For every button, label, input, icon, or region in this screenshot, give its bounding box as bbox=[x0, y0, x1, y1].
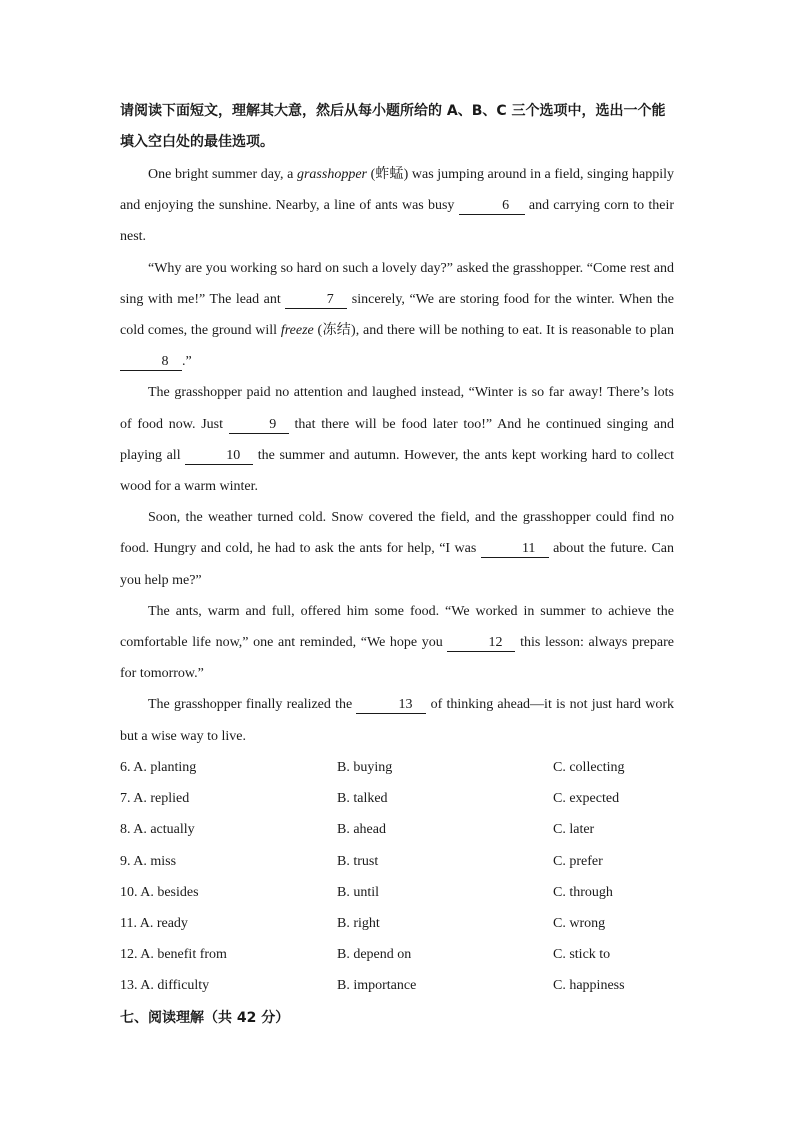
paragraph-5: The ants, warm and full, offered him some food. “We worked in summer to achieve the comfortable life now,” one ant reminded, “We hope you 12 this lesson: always prepare for tomorrow.” bbox=[120, 603, 674, 682]
option-a: 13. A. difficulty bbox=[120, 978, 210, 994]
option-c: C. wrong bbox=[553, 915, 606, 931]
option-b: B. buying bbox=[337, 760, 393, 775]
blank-6: 6 bbox=[459, 198, 525, 215]
blank-12: 12 bbox=[447, 635, 515, 652]
paragraph-6: The grasshopper finally realized the 13 of thinking ahead—it is not just hard work but a wise way to live. bbox=[120, 697, 675, 744]
paragraph-2: “Why are you working so hard on such a lovely day?” asked the grasshopper. “Come rest and sing with me!” The lead ant 7 sincerely, “We are storing food for the winter. When the cold comes, the ground will freeze (冻结), and there will be nothing to eat. It is reasonable to plan 8 .” bbox=[120, 260, 674, 370]
option-a: 10. A. besides bbox=[120, 884, 199, 900]
paragraph-4: Soon, the weather turned cold. Snow covered the field, and the grasshopper could find no food. Hungry and cold, he had to ask the ants for help, “I was 11 about the future. Can you help me?” bbox=[120, 510, 675, 588]
option-a: 7. A. replied bbox=[120, 791, 190, 807]
option-row-7 bbox=[120, 783, 680, 814]
option-b: B. importance bbox=[337, 978, 417, 994]
instruction-line-2: 填入空白处的最佳选项。 bbox=[120, 134, 274, 150]
passage bbox=[120, 159, 674, 752]
option-c: C. stick to bbox=[553, 947, 611, 963]
word-grasshopper: grasshopper bbox=[296, 167, 367, 182]
option-c: C. through bbox=[553, 884, 613, 900]
option-c: C. prefer bbox=[553, 853, 603, 869]
option-row-10 bbox=[120, 877, 680, 908]
option-b: B. until bbox=[337, 884, 380, 900]
option-b: B. depend on bbox=[337, 947, 412, 963]
option-c: C. happiness bbox=[553, 978, 625, 994]
blank-9: 9 bbox=[229, 417, 289, 434]
option-a: 6. A. planting bbox=[120, 760, 197, 775]
option-a: 9. A. miss bbox=[120, 853, 177, 869]
blank-10: 10 bbox=[185, 448, 253, 465]
option-c: C. later bbox=[553, 822, 595, 838]
option-a: 11. A. ready bbox=[120, 915, 188, 931]
option-row-9 bbox=[120, 846, 680, 877]
option-a: 8. A. actually bbox=[120, 822, 195, 838]
blank-8: 8 bbox=[120, 354, 182, 371]
paragraph-1: One bright summer day, a grasshopper (蚱蜢) was jumping around in a field, singing happily and enjoying the sunshine. Nearby, a line of ants was busy 6 and carrying corn to their nest. bbox=[120, 167, 675, 245]
option-c: C. collecting bbox=[553, 760, 625, 775]
option-c: C. expected bbox=[553, 791, 620, 807]
option-row-8 bbox=[120, 814, 680, 845]
section-heading: 七、阅读理解（共 42 分） bbox=[120, 1010, 290, 1026]
word-freeze: freeze bbox=[280, 323, 314, 339]
answer-options bbox=[120, 752, 680, 1002]
option-b: B. trust bbox=[337, 853, 379, 869]
instruction-line-1: 请阅读下面短文，理解其大意，然后从每小题所给的 A、B、C 三个选项中，选出一个能 bbox=[120, 103, 666, 119]
blank-7: 7 bbox=[285, 292, 347, 309]
option-row-13 bbox=[120, 970, 680, 1001]
blank-11: 11 bbox=[481, 541, 549, 558]
blank-13: 13 bbox=[356, 697, 426, 714]
option-row-12 bbox=[120, 939, 680, 970]
option-row-11 bbox=[120, 908, 680, 939]
option-b: B. talked bbox=[337, 791, 388, 807]
option-row-6 bbox=[120, 752, 680, 783]
option-b: B. ahead bbox=[337, 822, 386, 838]
paragraph-3: The grasshopper paid no attention and laughed instead, “Winter is so far away! There’s lots of food now. Just 9 that there will be food later too!” And he continued singing and playing all 10 the summer and autumn. However, the ants kept working hard to collect wood for a warm winter. bbox=[120, 385, 675, 495]
option-a: 12. A. benefit from bbox=[120, 947, 227, 963]
option-b: B. right bbox=[337, 915, 380, 931]
